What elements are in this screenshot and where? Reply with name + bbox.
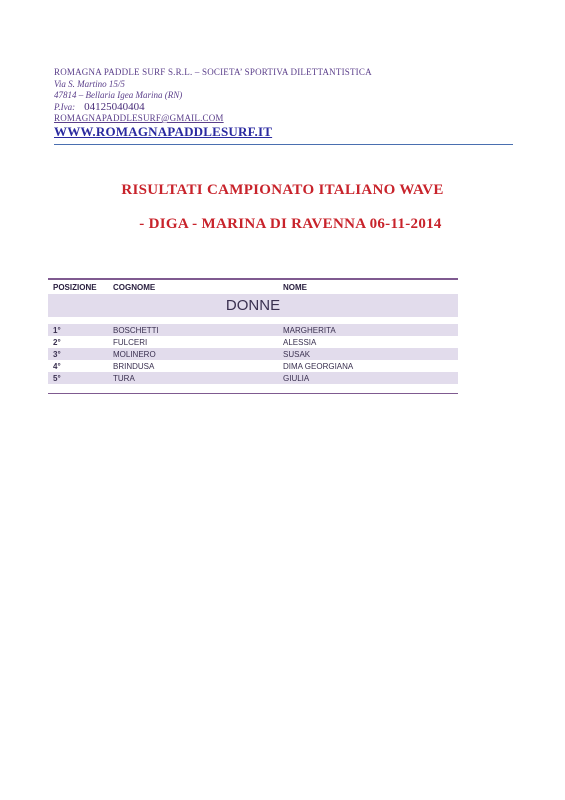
cell-cognome: BRINDUSA [113,361,155,371]
cell-cognome: TURA [113,373,135,383]
table-row [48,348,458,360]
company-city: 47814 – Bellaria Igea Marina (RN) [54,90,183,100]
cell-cognome: FULCERI [113,337,148,347]
table-row [48,360,458,372]
letterhead-divider [54,144,513,145]
table-row [48,372,458,384]
cell-cognome: BOSCHETTI [113,325,159,335]
table-spacer [48,317,458,324]
cell-posizione: 2° [53,337,61,347]
letterhead [54,67,514,137]
cell-nome: DIMA GEORGIANA [283,361,354,371]
cell-nome: MARGHERITA [283,325,336,335]
cell-posizione: 5° [53,373,61,383]
table-spacer [48,384,458,392]
cell-nome: SUSAK [283,349,311,359]
vat-line [54,102,514,114]
table-header [48,280,458,294]
cell-posizione: 4° [53,361,61,371]
cell-posizione: 3° [53,349,61,359]
cell-nome: ALESSIA [283,337,317,347]
vat-number: 04125040404 [84,100,145,113]
section-heading-donne: DONNE [48,294,458,317]
company-website-link[interactable]: WWW.ROMAGNAPADDLESURF.IT [54,123,273,139]
company-address: Via S. Martino 15/5 [54,78,125,89]
results-table [48,278,458,394]
cell-nome: GIULIA [283,373,310,383]
table-row [48,336,458,348]
column-header-cognome: COGNOME [113,282,156,292]
table-row [48,324,458,336]
column-header-nome: NOME [283,282,307,292]
results-subtitle: - DIGA - MARINA DI RAVENNA 06-11-2014 [139,216,442,232]
cell-cognome: MOLINERO [113,349,156,359]
vat-label: P.Iva: [54,101,76,112]
column-header-posizione: POSIZIONE [53,282,97,292]
company-email-link[interactable]: ROMAGNAPADDLESURF@GMAIL.COM [54,113,224,123]
company-name: ROMAGNA PADDLE SURF S.R.L. – SOCIETA’ SPORTIVA DILETTANTISTICA [54,67,372,77]
table-bottom-rule [48,393,458,394]
cell-posizione: 1° [53,325,61,335]
results-title: RISULTATI CAMPIONATO ITALIANO WAVE [121,182,444,198]
